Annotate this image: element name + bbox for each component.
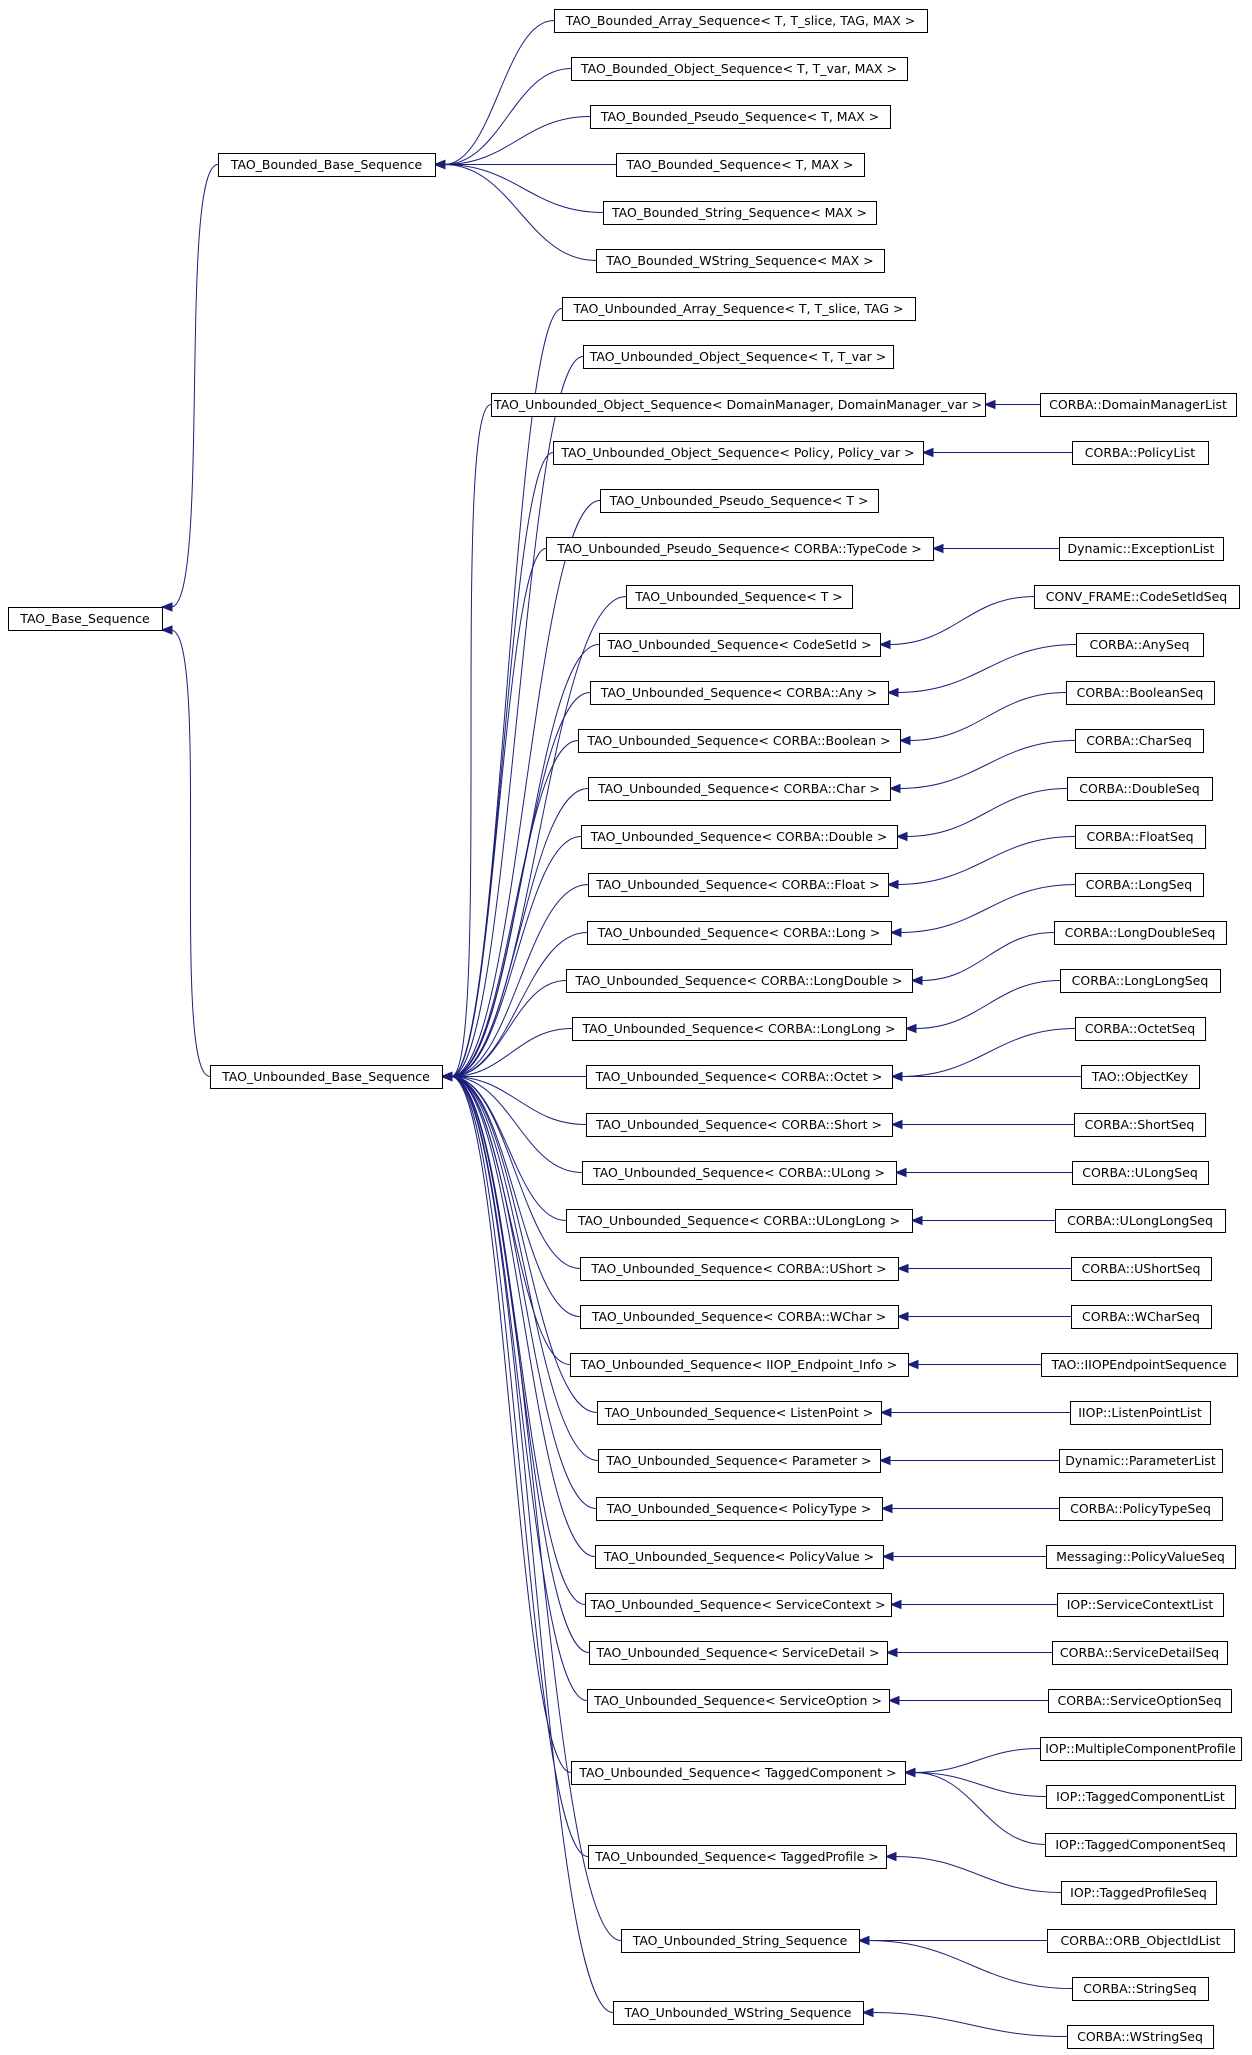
class-node-u_tagprof[interactable]	[589, 1846, 887, 1869]
class-node-label: CORBA::CharSeq	[1086, 733, 1192, 748]
class-node-label: IOP::TaggedComponentList	[1056, 1789, 1225, 1804]
class-node-label: CORBA::WStringSeq	[1077, 2029, 1203, 2044]
class-node-l_objidlist[interactable]	[1048, 1930, 1235, 1953]
arrowhead-l_tagcompseq-to-u_tagcomp	[905, 1769, 915, 1777]
edge-b_pseudo-to-bbase	[444, 117, 590, 165]
class-node-label: TAO_Unbounded_Sequence< CORBA::ULong >	[593, 1165, 885, 1180]
class-node-label: CORBA::AnySeq	[1089, 637, 1190, 652]
edge-l_tagcomplist-to-u_tagcomp	[914, 1773, 1046, 1797]
class-node-u_double[interactable]	[582, 826, 898, 849]
class-node-label: TAO_Bounded_Sequence< T, MAX >	[626, 157, 854, 172]
class-node-label: TAO_Unbounded_Sequence< CORBA::ULongLong >	[577, 1213, 901, 1228]
arrowhead-l_objkey-to-u_octet	[892, 1073, 902, 1081]
class-node-l_ullongseq[interactable]	[1056, 1210, 1226, 1233]
arrowhead-l_charseq-to-u_char	[890, 785, 900, 793]
class-node-u_wchar[interactable]	[581, 1306, 899, 1329]
class-node-l_tagcomplist[interactable]	[1047, 1786, 1236, 1809]
arrowhead-ubase-to-base	[162, 626, 172, 634]
class-node-label: IIOP::ListenPointList	[1078, 1405, 1202, 1420]
class-node-l_wstringseq[interactable]	[1068, 2026, 1214, 2049]
class-node-u_codeset[interactable]	[600, 634, 881, 657]
arrowhead-l_poltypeseq-to-u_poltype	[882, 1505, 892, 1513]
class-node-u_polval[interactable]	[596, 1546, 884, 1569]
class-node-u_ulong[interactable]	[583, 1162, 897, 1185]
arrowhead-l_tagprofseq-to-u_tagprof	[886, 1853, 896, 1861]
edge-u_obj_dm-to-ubase	[451, 405, 491, 1077]
edge-bbase-to-base	[171, 165, 218, 608]
class-node-u_octet[interactable]	[587, 1066, 893, 1089]
arrowhead-l_paramlist-to-u_param	[880, 1457, 890, 1465]
class-node-u_obj_pol[interactable]	[554, 442, 924, 465]
class-node-u_svcdet[interactable]	[590, 1642, 888, 1665]
arrowhead-l_exclist-to-u_pseudo_tc	[933, 545, 943, 553]
edge-u_polval-to-ubase	[451, 1077, 595, 1557]
edge-b_arr-to-bbase	[444, 21, 554, 165]
class-node-label: CORBA::ORB_ObjectIdList	[1060, 1933, 1221, 1948]
class-node-u_char[interactable]	[589, 778, 891, 801]
class-node-l_polvalseq[interactable]	[1047, 1546, 1236, 1569]
arrowhead-l_shortseq-to-u_short	[892, 1121, 902, 1129]
class-node-label: CORBA::UShortSeq	[1081, 1261, 1201, 1276]
class-node-label: TAO_Unbounded_Object_Sequence< DomainManager, DomainManager_var >	[494, 397, 982, 412]
arrowhead-l_ldoubleseq-to-u_ldouble	[912, 977, 922, 985]
class-node-label: TAO_Unbounded_Sequence< CORBA::Octet >	[595, 1069, 883, 1084]
class-node-label: TAO_Bounded_Array_Sequence< T, T_slice, TAG, MAX >	[565, 13, 916, 28]
class-node-label: TAO_Unbounded_Sequence< CORBA::Short >	[595, 1117, 883, 1132]
class-node-label: TAO_Unbounded_Sequence< CORBA::LongDouble >	[575, 973, 903, 988]
class-node-label: CORBA::PolicyTypeSeq	[1070, 1501, 1211, 1516]
class-node-label: TAO_Unbounded_Pseudo_Sequence< CORBA::TypeCode >	[557, 541, 922, 556]
class-node-label: TAO_Unbounded_Sequence< T >	[635, 589, 843, 604]
class-node-label: TAO_Bounded_Pseudo_Sequence< T, MAX >	[600, 109, 880, 124]
class-node-u_poltype[interactable]	[597, 1498, 883, 1521]
arrowhead-l_wcharseq-to-u_wchar	[898, 1313, 908, 1321]
class-node-u_pseudo[interactable]	[601, 490, 879, 513]
class-node-u_seq[interactable]	[627, 586, 853, 609]
class-node-label: TAO_Unbounded_Sequence< CORBA::LongLong >	[582, 1021, 896, 1036]
class-node-label: TAO_Unbounded_Sequence< ServiceOption >	[594, 1693, 882, 1708]
arrowhead-l_pollist-to-u_obj_pol	[923, 449, 933, 457]
edge-l_floatseq-to-u_float	[897, 837, 1075, 885]
class-node-label: TAO_Bounded_Base_Sequence	[230, 157, 423, 172]
edge-u_wchar-to-ubase	[451, 1077, 580, 1317]
class-node-label: TAO_Unbounded_Array_Sequence< T, T_slice, TAG >	[573, 301, 904, 316]
class-node-b_arr[interactable]	[555, 10, 928, 33]
edge-u_any-to-ubase	[451, 693, 590, 1077]
class-node-label: TAO_Bounded_Object_Sequence< T, T_var, MAX >	[581, 61, 897, 76]
class-node-l_llongseq[interactable]	[1061, 970, 1221, 993]
class-node-u_float[interactable]	[589, 874, 889, 897]
edge-l_ldoubleseq-to-u_ldouble	[921, 933, 1054, 981]
class-node-l_stringseq[interactable]	[1073, 1978, 1209, 2001]
class-node-l_exclist[interactable]	[1060, 538, 1224, 561]
class-node-label: CORBA::LongSeq	[1085, 877, 1193, 892]
class-node-label: TAO_Unbounded_Object_Sequence< T, T_var >	[589, 349, 887, 364]
class-node-label: TAO::ObjectKey	[1091, 1069, 1189, 1084]
class-node-l_doubleseq[interactable]	[1068, 778, 1213, 801]
arrowhead-l_polvalseq-to-u_polval	[883, 1553, 893, 1561]
class-node-label: TAO_Unbounded_Sequence< ServiceDetail >	[596, 1645, 880, 1660]
arrowhead-b_wstr-to-bbase	[435, 161, 445, 169]
class-node-u_obj_dm[interactable]	[492, 394, 986, 417]
class-node-label: TAO_Unbounded_Sequence< CORBA::Double >	[590, 829, 888, 844]
class-node-l_listenlist[interactable]	[1071, 1402, 1211, 1425]
class-node-label: TAO_Unbounded_Sequence< CORBA::Boolean >	[587, 733, 891, 748]
arrowhead-l_ushortseq-to-u_ushort	[898, 1265, 908, 1273]
class-node-label: IOP::MultipleComponentProfile	[1045, 1741, 1236, 1756]
class-node-u_ullong[interactable]	[567, 1210, 913, 1233]
class-node-l_tagprofseq[interactable]	[1062, 1882, 1217, 1905]
class-node-u_ushort[interactable]	[581, 1258, 899, 1281]
class-node-l_longseq[interactable]	[1076, 874, 1204, 897]
class-node-u_wstring[interactable]	[614, 2002, 864, 2025]
arrowhead-l_longseq-to-u_long	[891, 929, 901, 937]
class-node-b_str[interactable]	[604, 202, 877, 225]
arrowhead-l_ulongseq-to-u_ulong	[896, 1169, 906, 1177]
class-node-label: IOP::TaggedProfileSeq	[1070, 1885, 1207, 1900]
class-node-u_long[interactable]	[588, 922, 892, 945]
class-node-base[interactable]	[9, 608, 163, 631]
arrowhead-l_anyseq-to-u_any	[888, 689, 898, 697]
class-node-label: TAO_Bounded_String_Sequence< MAX >	[612, 205, 867, 220]
edge-ubase-to-base	[171, 630, 210, 1077]
class-node-u_llong[interactable]	[573, 1018, 907, 1041]
class-node-l_pollist[interactable]	[1073, 442, 1209, 465]
class-node-l_tagcompseq[interactable]	[1046, 1834, 1237, 1857]
class-node-u_any[interactable]	[591, 682, 889, 705]
arrowhead-l_boolseq-to-u_bool	[900, 737, 910, 745]
class-node-label: CORBA::WCharSeq	[1082, 1309, 1200, 1324]
class-node-label: CORBA::ULongSeq	[1082, 1165, 1198, 1180]
class-node-label: Dynamic::ParameterList	[1065, 1453, 1216, 1468]
edge-l_anyseq-to-u_any	[897, 645, 1076, 693]
class-node-label: TAO_Unbounded_Base_Sequence	[222, 1069, 430, 1084]
class-node-l_shortseq[interactable]	[1075, 1114, 1206, 1137]
class-node-l_dmlist[interactable]	[1041, 394, 1237, 417]
class-node-u_iiop[interactable]	[571, 1354, 909, 1377]
class-node-label: TAO_Unbounded_Sequence< CORBA::Any >	[600, 685, 878, 700]
class-node-u_arr[interactable]	[563, 298, 916, 321]
edge-u_tagprof-to-ubase	[451, 1077, 588, 1857]
edge-u_long-to-ubase	[451, 933, 587, 1077]
class-node-l_paramlist[interactable]	[1060, 1450, 1223, 1473]
class-node-label: TAO_Unbounded_Sequence< CORBA::Float >	[596, 877, 880, 892]
edge-l_boolseq-to-u_bool	[909, 693, 1066, 741]
class-node-label: CORBA::ServiceOptionSeq	[1057, 1693, 1222, 1708]
class-node-b_obj[interactable]	[572, 58, 908, 81]
arrowhead-l_listenlist-to-u_listen	[881, 1409, 891, 1417]
class-node-b_wstr[interactable]	[597, 250, 885, 273]
arrowhead-bbase-to-base	[162, 603, 172, 611]
arrowhead-l_llongseq-to-u_llong	[906, 1025, 916, 1033]
edge-l_octetseq-to-u_octet	[901, 1029, 1075, 1077]
edge-b_obj-to-bbase	[444, 69, 571, 165]
class-node-u_ldouble[interactable]	[567, 970, 913, 993]
class-node-label: CORBA::LongDoubleSeq	[1064, 925, 1216, 940]
class-node-u_pseudo_tc[interactable]	[547, 538, 934, 561]
edge-u_obj_pol-to-ubase	[451, 453, 553, 1077]
class-node-l_objkey[interactable]	[1082, 1066, 1200, 1089]
edge-l_charseq-to-u_char	[899, 741, 1075, 789]
edge-l_doubleseq-to-u_double	[906, 789, 1067, 837]
class-node-u_svcctx[interactable]	[586, 1594, 892, 1617]
class-node-l_ushortseq[interactable]	[1072, 1258, 1212, 1281]
class-node-u_svcopt[interactable]	[588, 1690, 890, 1713]
class-node-u_string[interactable]	[622, 1930, 860, 1953]
class-node-label: TAO_Unbounded_Sequence< PolicyType >	[606, 1501, 872, 1516]
class-node-bbase[interactable]	[219, 154, 436, 177]
edge-l_tagcompseq-to-u_tagcomp	[914, 1773, 1045, 1845]
class-node-b_pseudo[interactable]	[591, 106, 891, 129]
edge-l_codeset-to-u_codeset	[889, 597, 1034, 645]
class-node-u_listen[interactable]	[598, 1402, 882, 1425]
arrowhead-l_svcctxlist-to-u_svcctx	[891, 1601, 901, 1609]
class-node-l_boolseq[interactable]	[1067, 682, 1215, 705]
class-node-label: CORBA::PolicyList	[1084, 445, 1196, 460]
class-node-l_charseq[interactable]	[1076, 730, 1204, 753]
class-node-label: CORBA::ULongLongSeq	[1067, 1213, 1213, 1228]
arrowhead-l_dmlist-to-u_obj_dm	[985, 401, 995, 409]
class-node-u_bool[interactable]	[579, 730, 901, 753]
class-node-l_ldoubleseq[interactable]	[1055, 922, 1227, 945]
class-node-label: TAO_Unbounded_Object_Sequence< Policy, Policy_var >	[561, 445, 915, 460]
class-node-l_svcctxlist[interactable]	[1058, 1594, 1224, 1617]
edge-l_llongseq-to-u_llong	[915, 981, 1060, 1029]
arrowhead-l_iiopseq-to-u_iiop	[908, 1361, 918, 1369]
class-node-label: Dynamic::ExceptionList	[1067, 541, 1215, 556]
arrowhead-l_wstringseq-to-u_wstring	[863, 2009, 873, 2017]
edge-l_multicomp-to-u_tagcomp	[914, 1749, 1040, 1773]
class-node-label: CORBA::OctetSeq	[1084, 1021, 1196, 1036]
class-node-label: TAO_Unbounded_Sequence< TaggedComponent >	[579, 1765, 897, 1780]
arrowhead-l_codeset-to-u_codeset	[880, 641, 890, 649]
edge-u_poltype-to-ubase	[451, 1077, 596, 1509]
class-node-label: TAO_Unbounded_Sequence< PolicyValue >	[603, 1549, 875, 1564]
class-node-u_tagcomp[interactable]	[572, 1762, 906, 1785]
class-node-b_seq[interactable]	[617, 154, 865, 177]
class-node-l_codeset[interactable]	[1035, 586, 1240, 609]
class-node-label: TAO_Unbounded_Sequence< IIOP_Endpoint_Info >	[580, 1357, 898, 1372]
class-node-l_ulongseq[interactable]	[1073, 1162, 1209, 1185]
class-node-label: TAO_Unbounded_Sequence< Parameter >	[606, 1453, 872, 1468]
class-node-u_param[interactable]	[599, 1450, 881, 1473]
class-node-u_obj[interactable]	[584, 346, 894, 369]
class-node-l_floatseq[interactable]	[1076, 826, 1206, 849]
class-node-u_short[interactable]	[587, 1114, 893, 1137]
class-node-label: IOP::TaggedComponentSeq	[1055, 1837, 1226, 1852]
class-node-label: TAO_Bounded_WString_Sequence< MAX >	[606, 253, 874, 268]
edge-b_wstr-to-bbase	[444, 165, 596, 261]
class-node-label: CORBA::BooleanSeq	[1076, 685, 1204, 700]
class-node-label: CORBA::ShortSeq	[1084, 1117, 1195, 1132]
class-node-l_octetseq[interactable]	[1076, 1018, 1206, 1041]
class-node-label: TAO_Unbounded_String_Sequence	[632, 1933, 848, 1948]
class-node-l_wcharseq[interactable]	[1072, 1306, 1212, 1329]
class-node-label: TAO_Unbounded_WString_Sequence	[624, 2005, 852, 2020]
class-node-label: TAO_Unbounded_Sequence< ServiceContext >	[590, 1597, 886, 1612]
class-node-label: CORBA::ServiceDetailSeq	[1059, 1645, 1220, 1660]
arrowhead-l_doubleseq-to-u_double	[897, 833, 907, 841]
class-node-ubase[interactable]	[211, 1066, 443, 1089]
edge-u_arr-to-ubase	[451, 309, 562, 1077]
class-node-label: TAO_Unbounded_Sequence< CodeSetId >	[607, 637, 872, 652]
arrowhead-l_stringseq-to-u_string	[859, 1937, 869, 1945]
edge-l_stringseq-to-u_string	[868, 1941, 1072, 1989]
class-node-l_anyseq[interactable]	[1077, 634, 1204, 657]
class-node-label: TAO_Unbounded_Sequence< CORBA::Long >	[597, 925, 881, 940]
arrowhead-l_ullongseq-to-u_ullong	[912, 1217, 922, 1225]
arrowhead-u_wstring-to-ubase	[442, 1073, 452, 1081]
class-node-label: CORBA::DomainManagerList	[1049, 397, 1227, 412]
edge-b_str-to-bbase	[444, 165, 603, 213]
class-node-label: TAO_Unbounded_Sequence< CORBA::Char >	[598, 781, 880, 796]
class-node-label: TAO_Base_Sequence	[20, 611, 150, 626]
class-node-label: TAO_Unbounded_Sequence< CORBA::WChar >	[591, 1309, 887, 1324]
edge-l_wstringseq-to-u_wstring	[872, 2013, 1067, 2037]
class-node-label: TAO::IIOPEndpointSequence	[1051, 1357, 1227, 1372]
class-node-label: TAO_Unbounded_Pseudo_Sequence< T >	[609, 493, 869, 508]
edge-l_tagprofseq-to-u_tagprof	[895, 1857, 1061, 1893]
class-node-l_iiopseq[interactable]	[1042, 1354, 1238, 1377]
class-node-label: CORBA::DoubleSeq	[1079, 781, 1200, 796]
arrowhead-l_svcoptseq-to-u_svcopt	[889, 1697, 899, 1705]
class-node-label: Messaging::PolicyValueSeq	[1056, 1549, 1225, 1564]
class-node-label: TAO_Unbounded_Sequence< CORBA::UShort >	[591, 1261, 887, 1276]
arrowhead-l_svcdetseq-to-u_svcdet	[887, 1649, 897, 1657]
class-node-l_svcoptseq[interactable]	[1049, 1690, 1232, 1713]
class-node-label: IOP::ServiceContextList	[1066, 1597, 1214, 1612]
class-node-label: CORBA::StringSeq	[1083, 1981, 1197, 1996]
class-node-label: CONV_FRAME::CodeSetIdSeq	[1045, 589, 1228, 604]
class-node-label: CORBA::LongLongSeq	[1071, 973, 1209, 988]
class-node-l_multicomp[interactable]	[1041, 1738, 1242, 1761]
edge-u_svcctx-to-ubase	[451, 1077, 585, 1605]
class-node-label: CORBA::FloatSeq	[1086, 829, 1194, 844]
class-node-label: TAO_Unbounded_Sequence< TaggedProfile >	[595, 1849, 879, 1864]
class-node-l_svcdetseq[interactable]	[1053, 1642, 1228, 1665]
arrowhead-l_floatseq-to-u_float	[888, 881, 898, 889]
class-node-label: TAO_Unbounded_Sequence< ListenPoint >	[604, 1405, 874, 1420]
class-node-l_poltypeseq[interactable]	[1060, 1498, 1223, 1521]
edge-l_longseq-to-u_long	[900, 885, 1075, 933]
